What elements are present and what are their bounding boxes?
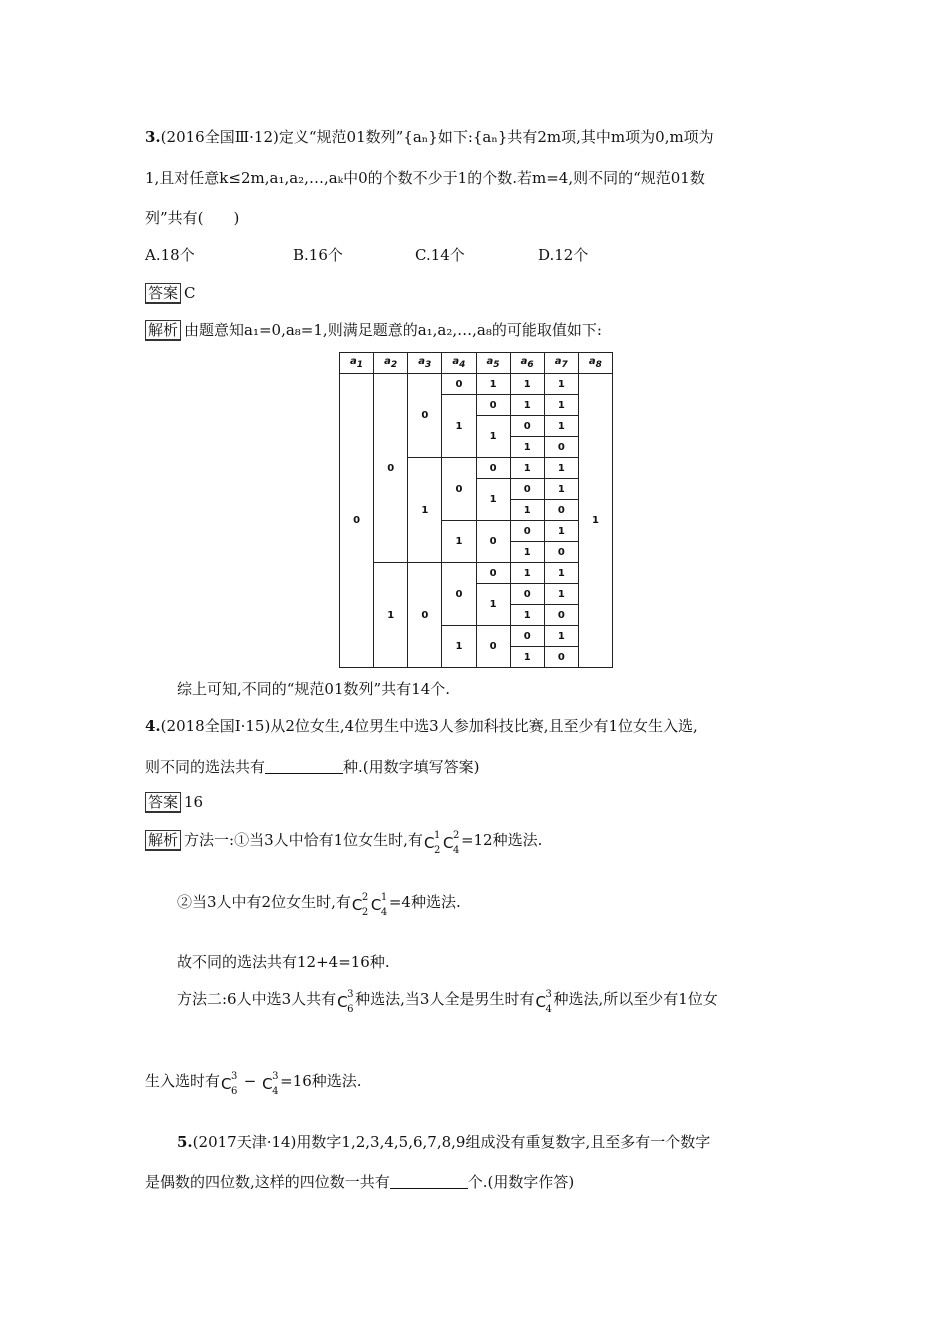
cell: 0 <box>476 395 510 416</box>
cell: 1 <box>578 374 612 668</box>
cell: 1 <box>476 374 510 395</box>
cell: 1 <box>510 458 544 479</box>
q4-number: 4. <box>145 717 161 735</box>
cell: 0 <box>442 563 476 626</box>
cell: 0 <box>544 437 578 458</box>
q5-number: 5. <box>177 1133 193 1151</box>
cell: 1 <box>544 563 578 584</box>
cell: 0 <box>442 458 476 521</box>
table-row <box>340 563 613 584</box>
q3-answer: 答案 C <box>145 283 196 304</box>
q3-conclusion: 综上可知,不同的“规范01数列”共有14个. <box>177 680 451 698</box>
q5-line-1: 5.(2017天津·14)用数字1,2,3,4,5,6,7,8,9组成没有重复数字,且至多有一个数字 <box>177 1133 711 1151</box>
cell: 0 <box>476 626 510 668</box>
cell: 1 <box>510 500 544 521</box>
cell: 0 <box>374 374 408 563</box>
q3-line-1: 3.(2016全国Ⅲ·12)定义“规范01数列”{aₙ}如下:{aₙ}共有2m项,其中m项为0,m项为 <box>145 128 714 146</box>
cell: 1 <box>510 563 544 584</box>
q4-line-1: 4.(2018全国Ⅰ·15)从2位女生,4位男生中选3人参加科技比赛,且至少有1位女生入选, <box>145 717 698 735</box>
th-a7: $a_7$ <box>544 353 578 374</box>
cell: 1 <box>544 458 578 479</box>
cell: 0 <box>340 374 374 668</box>
answer-blank[interactable] <box>390 1172 468 1189</box>
cell: 1 <box>442 626 476 668</box>
cell: 1 <box>408 458 442 563</box>
cell: 0 <box>442 374 476 395</box>
th-a1: $a_1$ <box>340 353 374 374</box>
sequence-table <box>339 352 613 668</box>
th-a5: $a_5$ <box>476 353 510 374</box>
table-row <box>340 374 613 395</box>
combination-c-4-3: C 3 4 <box>262 1071 279 1097</box>
choice-d[interactable]: D.12个 <box>538 246 589 264</box>
th-a6: $a_6$ <box>510 353 544 374</box>
cell: 1 <box>476 584 510 626</box>
th-a2: $a_2$ <box>374 353 408 374</box>
cell: 1 <box>510 542 544 563</box>
table-header-row <box>340 353 613 374</box>
answer-tag: 答案 <box>145 792 181 813</box>
cell: 1 <box>544 479 578 500</box>
answer-blank[interactable] <box>265 757 343 774</box>
q4-method-1: 解析 方法一:①当3人中恰有1位女生时,有 C 1 2 C 2 4 =12种选法. <box>145 830 542 851</box>
cell: 0 <box>476 521 510 563</box>
combination-c-4-3: C 3 4 <box>535 989 552 1015</box>
q3-number: 3. <box>145 128 161 146</box>
q4-answer: 答案 16 <box>145 792 203 813</box>
th-a3: $a_3$ <box>408 353 442 374</box>
th-a4: $a_4$ <box>442 353 476 374</box>
q4-line-2: 则不同的选法共有 种.(用数字填写答案) <box>145 758 480 776</box>
cell: 0 <box>510 479 544 500</box>
combination-c-4-1: C 1 4 <box>370 892 388 918</box>
cell: 1 <box>476 416 510 458</box>
analysis-tag: 解析 <box>145 830 181 851</box>
q4-method-1-case-2: ②当3人中有2位女生时,有 C 2 2 C 1 4 =4种选法. <box>177 892 461 918</box>
q3-line-3: 列”共有( ) <box>145 209 240 227</box>
cell: 1 <box>510 647 544 668</box>
q3-analysis: 解析 由题意知a₁=0,a₈=1,则满足题意的a₁,a₂,…,a₈的可能取值如下: <box>145 320 602 341</box>
q4-method-1-total: 故不同的选法共有12+4=16种. <box>177 953 390 971</box>
cell: 1 <box>544 626 578 647</box>
cell: 0 <box>408 563 442 668</box>
q5-line-2: 是偶数的四位数,这样的四位数一共有 个.(用数字作答) <box>145 1173 575 1191</box>
choice-a[interactable]: A.18个 <box>145 246 195 264</box>
cell: 0 <box>544 542 578 563</box>
cell: 1 <box>510 605 544 626</box>
choice-c[interactable]: C.14个 <box>415 246 465 264</box>
answer-tag: 答案 <box>145 283 181 304</box>
q3-choices <box>145 245 605 265</box>
cell: 1 <box>544 374 578 395</box>
choice-b[interactable]: B.16个 <box>293 246 343 264</box>
q4-method-2-result: 生入选时有 C 3 6 − C 3 4 =16种选法. <box>145 1071 362 1097</box>
cell: 1 <box>510 374 544 395</box>
q3-line-2: 1,且对任意k≤2m,a₁,a₂,…,aₖ中0的个数不少于1的个数.若m=4,则不同的“规范01数 <box>145 169 705 187</box>
combination-c-2-2: C 2 2 <box>351 892 369 918</box>
cell: 0 <box>544 647 578 668</box>
cell: 0 <box>510 584 544 605</box>
cell: 1 <box>544 521 578 542</box>
combination-c-6-3: C 3 6 <box>337 989 354 1015</box>
cell: 0 <box>510 416 544 437</box>
cell: 0 <box>510 626 544 647</box>
cell: 1 <box>442 395 476 458</box>
cell: 0 <box>544 500 578 521</box>
cell: 1 <box>544 395 578 416</box>
q4-method-2: 方法二:6人中选3人共有 C 3 6 种选法,当3人全是男生时有 C 3 4 种选法,所以至少有1位女 <box>177 989 718 1015</box>
cell: 1 <box>510 395 544 416</box>
cell: 0 <box>544 605 578 626</box>
cell: 0 <box>476 563 510 584</box>
cell: 1 <box>544 584 578 605</box>
cell: 0 <box>476 458 510 479</box>
cell: 1 <box>476 479 510 521</box>
combination-c-6-3: C 3 6 <box>221 1071 238 1097</box>
th-a8: $a_8$ <box>578 353 612 374</box>
analysis-tag: 解析 <box>145 320 181 341</box>
combination-c-2-1: C 1 2 <box>423 830 441 856</box>
cell: 1 <box>544 416 578 437</box>
combination-c-4-2: C 2 4 <box>442 830 460 856</box>
cell: 1 <box>442 521 476 563</box>
cell: 0 <box>408 374 442 458</box>
cell: 0 <box>510 521 544 542</box>
cell: 1 <box>374 563 408 668</box>
cell: 1 <box>510 437 544 458</box>
